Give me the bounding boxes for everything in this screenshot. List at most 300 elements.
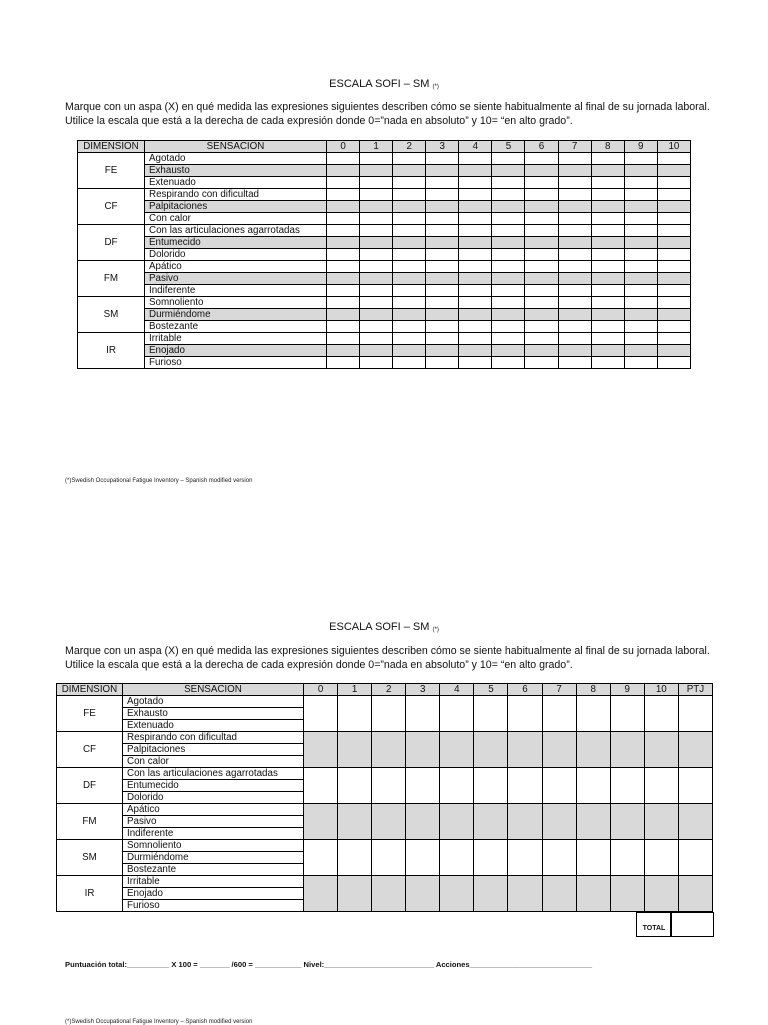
score-cell-1[interactable] xyxy=(360,249,393,261)
score-cell-5[interactable] xyxy=(492,249,525,261)
score-cell-5[interactable] xyxy=(492,333,525,345)
score-cell-2[interactable] xyxy=(393,273,426,285)
score-cell-4[interactable] xyxy=(459,165,492,177)
score-cell-9[interactable] xyxy=(624,249,657,261)
score-cell-0[interactable] xyxy=(327,165,360,177)
score-cell-8[interactable] xyxy=(591,153,624,165)
score-cell-10[interactable] xyxy=(657,153,690,165)
score-cell-8[interactable] xyxy=(591,189,624,201)
score-cell-10[interactable] xyxy=(657,237,690,249)
score-cell-6[interactable] xyxy=(525,249,558,261)
score-cell-10[interactable] xyxy=(644,696,678,732)
score-cell-1[interactable] xyxy=(338,840,372,876)
sensation-cell: Indiferente xyxy=(123,828,304,840)
score-cell-0[interactable] xyxy=(304,804,338,840)
header-sensation: SENSACION xyxy=(123,684,304,696)
score-cell-2[interactable] xyxy=(393,249,426,261)
score-cell-1[interactable] xyxy=(360,261,393,273)
score-cell-10[interactable] xyxy=(657,309,690,321)
score-cell-2[interactable] xyxy=(393,285,426,297)
score-cell-3[interactable] xyxy=(426,297,459,309)
score-cell-3[interactable] xyxy=(426,153,459,165)
score-cell-8[interactable] xyxy=(591,249,624,261)
score-cell-7[interactable] xyxy=(558,213,591,225)
score-cell-2[interactable] xyxy=(393,333,426,345)
score-cell-6[interactable] xyxy=(508,804,542,840)
score-cell-5[interactable] xyxy=(474,696,508,732)
score-cell-3[interactable] xyxy=(406,840,440,876)
score-cell-9[interactable] xyxy=(610,840,644,876)
score-cell-5[interactable] xyxy=(492,237,525,249)
score-cell-1[interactable] xyxy=(360,285,393,297)
score-cell-5[interactable] xyxy=(492,345,525,357)
score-cell-6[interactable] xyxy=(525,297,558,309)
dimension-cell: SM xyxy=(78,297,145,333)
score-cell-8[interactable] xyxy=(591,333,624,345)
score-cell-5[interactable] xyxy=(474,804,508,840)
score-cell-2[interactable] xyxy=(393,225,426,237)
score-cell-0[interactable] xyxy=(304,768,338,804)
score-cell-1[interactable] xyxy=(360,225,393,237)
score-cell-1[interactable] xyxy=(360,297,393,309)
score-cell-0[interactable] xyxy=(327,321,360,333)
score-cell-7[interactable] xyxy=(558,225,591,237)
score-cell-8[interactable] xyxy=(576,732,610,768)
score-cell-5[interactable] xyxy=(492,153,525,165)
score-cell-4[interactable] xyxy=(459,153,492,165)
score-cell-7[interactable] xyxy=(558,249,591,261)
score-cell-5[interactable] xyxy=(492,273,525,285)
score-cell-9[interactable] xyxy=(624,297,657,309)
score-cell-8[interactable] xyxy=(591,321,624,333)
score-cell-1[interactable] xyxy=(360,201,393,213)
score-cell-2[interactable] xyxy=(393,189,426,201)
score-cell-0[interactable] xyxy=(327,357,360,369)
score-cell-9[interactable] xyxy=(610,732,644,768)
score-cell-7[interactable] xyxy=(542,804,576,840)
score-cell-5[interactable] xyxy=(492,321,525,333)
score-cell-6[interactable] xyxy=(508,696,542,732)
score-cell-7[interactable] xyxy=(558,201,591,213)
score-cell-7[interactable] xyxy=(558,357,591,369)
score-cell-4[interactable] xyxy=(440,768,474,804)
score-cell-5[interactable] xyxy=(492,261,525,273)
score-cell-5[interactable] xyxy=(492,357,525,369)
score-cell-4[interactable] xyxy=(459,189,492,201)
score-cell-5[interactable] xyxy=(474,732,508,768)
score-cell-8[interactable] xyxy=(576,768,610,804)
score-cell-3[interactable] xyxy=(426,237,459,249)
score-cell-6[interactable] xyxy=(525,321,558,333)
score-cell-0[interactable] xyxy=(327,201,360,213)
ptj-cell[interactable] xyxy=(678,876,712,912)
score-cell-1[interactable] xyxy=(338,732,372,768)
sensation-cell: Extenuado xyxy=(123,720,304,732)
score-cell-4[interactable] xyxy=(440,696,474,732)
score-cell-3[interactable] xyxy=(426,177,459,189)
score-cell-1[interactable] xyxy=(338,876,372,912)
score-cell-5[interactable] xyxy=(474,768,508,804)
score-cell-5[interactable] xyxy=(474,876,508,912)
score-cell-0[interactable] xyxy=(327,213,360,225)
header-scale-6: 6 xyxy=(525,141,558,153)
section1-instruction: Marque con un aspa (X) en qué medida las expresiones siguientes describen cómo se siente habitualmente al final de su jornada laboral. Utilice la escala que está a la derecha de cada expresión donde 0=”nada en absoluto” y 10= “en alto grado”. xyxy=(65,101,710,127)
score-cell-1[interactable] xyxy=(360,273,393,285)
score-cell-7[interactable] xyxy=(558,297,591,309)
score-cell-3[interactable] xyxy=(426,165,459,177)
score-cell-3[interactable] xyxy=(426,309,459,321)
score-cell-3[interactable] xyxy=(406,876,440,912)
score-cell-3[interactable] xyxy=(426,201,459,213)
score-cell-5[interactable] xyxy=(492,213,525,225)
score-cell-10[interactable] xyxy=(657,189,690,201)
score-cell-7[interactable] xyxy=(558,345,591,357)
score-cell-8[interactable] xyxy=(591,309,624,321)
score-cell-4[interactable] xyxy=(459,345,492,357)
score-cell-1[interactable] xyxy=(360,165,393,177)
score-cell-0[interactable] xyxy=(327,153,360,165)
score-cell-5[interactable] xyxy=(492,189,525,201)
score-cell-2[interactable] xyxy=(372,696,406,732)
score-cell-4[interactable] xyxy=(440,876,474,912)
score-cell-3[interactable] xyxy=(426,225,459,237)
header-sensation: SENSACION xyxy=(145,141,327,153)
score-cell-1[interactable] xyxy=(360,345,393,357)
score-cell-9[interactable] xyxy=(624,273,657,285)
score-cell-5[interactable] xyxy=(492,165,525,177)
score-cell-3[interactable] xyxy=(426,285,459,297)
score-cell-7[interactable] xyxy=(542,876,576,912)
sensation-cell: Entumecido xyxy=(145,237,327,249)
sensation-cell: Agotado xyxy=(123,696,304,708)
ptj-cell[interactable] xyxy=(678,768,712,804)
score-cell-6[interactable] xyxy=(525,189,558,201)
score-cell-1[interactable] xyxy=(360,333,393,345)
score-cell-1[interactable] xyxy=(338,768,372,804)
score-cell-8[interactable] xyxy=(576,696,610,732)
score-cell-3[interactable] xyxy=(426,333,459,345)
score-cell-9[interactable] xyxy=(624,189,657,201)
score-cell-9[interactable] xyxy=(624,225,657,237)
score-cell-6[interactable] xyxy=(508,732,542,768)
header-scale-5: 5 xyxy=(492,141,525,153)
sensation-cell: Somnoliento xyxy=(123,840,304,852)
score-cell-1[interactable] xyxy=(338,804,372,840)
score-cell-3[interactable] xyxy=(426,189,459,201)
score-cell-7[interactable] xyxy=(542,696,576,732)
score-cell-6[interactable] xyxy=(525,177,558,189)
score-cell-1[interactable] xyxy=(360,321,393,333)
ptj-cell[interactable] xyxy=(678,804,712,840)
score-cell-5[interactable] xyxy=(492,177,525,189)
score-cell-9[interactable] xyxy=(624,201,657,213)
score-cell-10[interactable] xyxy=(657,165,690,177)
score-cell-6[interactable] xyxy=(508,768,542,804)
score-cell-0[interactable] xyxy=(327,273,360,285)
score-cell-7[interactable] xyxy=(558,261,591,273)
score-cell-4[interactable] xyxy=(440,804,474,840)
total-value-box[interactable] xyxy=(670,912,714,937)
score-cell-1[interactable] xyxy=(360,357,393,369)
ptj-cell[interactable] xyxy=(678,696,712,732)
score-cell-2[interactable] xyxy=(393,321,426,333)
score-cell-0[interactable] xyxy=(327,333,360,345)
score-cell-10[interactable] xyxy=(657,249,690,261)
score-cell-3[interactable] xyxy=(426,321,459,333)
score-cell-7[interactable] xyxy=(558,189,591,201)
score-cell-8[interactable] xyxy=(591,285,624,297)
score-cell-8[interactable] xyxy=(576,804,610,840)
score-line: Puntuación total:__________ X 100 = _______ /600 = ___________ Nivel:__________________________ Acciones_____________________________ xyxy=(65,960,593,969)
score-cell-6[interactable] xyxy=(525,153,558,165)
score-cell-1[interactable] xyxy=(360,237,393,249)
sensation-cell: Dolorido xyxy=(145,249,327,261)
score-cell-2[interactable] xyxy=(393,213,426,225)
score-cell-2[interactable] xyxy=(393,261,426,273)
score-cell-3[interactable] xyxy=(406,696,440,732)
score-cell-7[interactable] xyxy=(558,177,591,189)
score-cell-3[interactable] xyxy=(406,804,440,840)
score-cell-6[interactable] xyxy=(525,165,558,177)
score-cell-2[interactable] xyxy=(372,732,406,768)
score-cell-3[interactable] xyxy=(426,249,459,261)
score-cell-10[interactable] xyxy=(657,177,690,189)
score-cell-10[interactable] xyxy=(657,213,690,225)
score-cell-10[interactable] xyxy=(657,345,690,357)
score-cell-8[interactable] xyxy=(591,177,624,189)
score-cell-2[interactable] xyxy=(393,309,426,321)
score-cell-0[interactable] xyxy=(304,840,338,876)
score-cell-3[interactable] xyxy=(426,345,459,357)
score-cell-4[interactable] xyxy=(459,201,492,213)
score-cell-4[interactable] xyxy=(459,249,492,261)
score-cell-9[interactable] xyxy=(624,213,657,225)
score-cell-0[interactable] xyxy=(327,297,360,309)
score-cell-3[interactable] xyxy=(426,357,459,369)
score-cell-4[interactable] xyxy=(440,732,474,768)
score-cell-0[interactable] xyxy=(327,237,360,249)
score-cell-1[interactable] xyxy=(360,309,393,321)
score-cell-0[interactable] xyxy=(327,249,360,261)
score-cell-9[interactable] xyxy=(624,237,657,249)
score-cell-2[interactable] xyxy=(393,345,426,357)
score-cell-8[interactable] xyxy=(591,345,624,357)
score-cell-1[interactable] xyxy=(360,153,393,165)
sensation-cell: Apático xyxy=(123,804,304,816)
score-cell-6[interactable] xyxy=(525,345,558,357)
table-row xyxy=(57,732,713,744)
score-cell-9[interactable] xyxy=(624,333,657,345)
score-cell-9[interactable] xyxy=(624,153,657,165)
score-cell-9[interactable] xyxy=(624,177,657,189)
score-cell-7[interactable] xyxy=(558,165,591,177)
score-cell-9[interactable] xyxy=(624,357,657,369)
score-cell-0[interactable] xyxy=(327,261,360,273)
score-cell-1[interactable] xyxy=(360,189,393,201)
score-cell-7[interactable] xyxy=(558,153,591,165)
score-cell-10[interactable] xyxy=(644,876,678,912)
score-cell-8[interactable] xyxy=(591,165,624,177)
table-row xyxy=(78,201,691,213)
dimension-cell: CF xyxy=(57,732,123,768)
score-cell-10[interactable] xyxy=(657,261,690,273)
score-cell-4[interactable] xyxy=(459,285,492,297)
score-cell-9[interactable] xyxy=(624,309,657,321)
score-cell-10[interactable] xyxy=(657,273,690,285)
header-scale-4: 4 xyxy=(440,684,474,696)
score-cell-10[interactable] xyxy=(657,297,690,309)
ptj-cell[interactable] xyxy=(678,840,712,876)
score-cell-2[interactable] xyxy=(372,804,406,840)
score-cell-10[interactable] xyxy=(644,732,678,768)
score-cell-2[interactable] xyxy=(372,768,406,804)
score-cell-10[interactable] xyxy=(657,201,690,213)
score-cell-8[interactable] xyxy=(591,237,624,249)
score-cell-2[interactable] xyxy=(393,357,426,369)
score-cell-10[interactable] xyxy=(657,357,690,369)
header-dimension: DIMENSION xyxy=(57,684,123,696)
score-cell-6[interactable] xyxy=(525,357,558,369)
score-cell-6[interactable] xyxy=(525,285,558,297)
score-cell-1[interactable] xyxy=(338,696,372,732)
header-scale-7: 7 xyxy=(558,141,591,153)
score-cell-0[interactable] xyxy=(304,696,338,732)
score-cell-8[interactable] xyxy=(591,261,624,273)
score-cell-4[interactable] xyxy=(459,177,492,189)
score-cell-8[interactable] xyxy=(591,297,624,309)
score-cell-2[interactable] xyxy=(393,237,426,249)
score-cell-4[interactable] xyxy=(459,237,492,249)
score-cell-8[interactable] xyxy=(591,225,624,237)
score-cell-3[interactable] xyxy=(406,768,440,804)
score-cell-6[interactable] xyxy=(508,876,542,912)
header-scale-0: 0 xyxy=(304,684,338,696)
score-cell-7[interactable] xyxy=(542,768,576,804)
score-cell-4[interactable] xyxy=(459,297,492,309)
score-cell-9[interactable] xyxy=(624,345,657,357)
score-cell-8[interactable] xyxy=(576,840,610,876)
score-cell-10[interactable] xyxy=(644,804,678,840)
sensation-cell: Extenuado xyxy=(145,177,327,189)
score-cell-1[interactable] xyxy=(360,177,393,189)
score-cell-5[interactable] xyxy=(474,840,508,876)
score-cell-0[interactable] xyxy=(327,285,360,297)
score-cell-5[interactable] xyxy=(492,201,525,213)
score-cell-7[interactable] xyxy=(558,333,591,345)
score-cell-5[interactable] xyxy=(492,297,525,309)
score-cell-8[interactable] xyxy=(591,213,624,225)
score-cell-4[interactable] xyxy=(440,840,474,876)
score-cell-8[interactable] xyxy=(576,876,610,912)
score-cell-7[interactable] xyxy=(542,840,576,876)
score-cell-4[interactable] xyxy=(459,273,492,285)
score-cell-9[interactable] xyxy=(624,165,657,177)
score-cell-6[interactable] xyxy=(525,333,558,345)
score-cell-7[interactable] xyxy=(558,285,591,297)
score-cell-2[interactable] xyxy=(393,297,426,309)
score-cell-2[interactable] xyxy=(393,177,426,189)
score-cell-0[interactable] xyxy=(304,876,338,912)
score-cell-0[interactable] xyxy=(327,345,360,357)
ptj-cell[interactable] xyxy=(678,732,712,768)
score-cell-6[interactable] xyxy=(508,840,542,876)
score-cell-7[interactable] xyxy=(558,237,591,249)
score-cell-3[interactable] xyxy=(426,273,459,285)
score-cell-6[interactable] xyxy=(525,273,558,285)
score-cell-3[interactable] xyxy=(426,213,459,225)
score-cell-5[interactable] xyxy=(492,225,525,237)
score-cell-9[interactable] xyxy=(610,768,644,804)
score-cell-9[interactable] xyxy=(610,804,644,840)
dimension-cell: FE xyxy=(78,153,145,189)
score-cell-7[interactable] xyxy=(558,309,591,321)
score-cell-6[interactable] xyxy=(525,225,558,237)
score-cell-6[interactable] xyxy=(525,261,558,273)
score-cell-9[interactable] xyxy=(610,876,644,912)
score-cell-0[interactable] xyxy=(327,309,360,321)
score-cell-0[interactable] xyxy=(327,225,360,237)
score-cell-2[interactable] xyxy=(372,876,406,912)
score-cell-8[interactable] xyxy=(591,201,624,213)
score-cell-10[interactable] xyxy=(644,768,678,804)
score-cell-4[interactable] xyxy=(459,213,492,225)
score-cell-9[interactable] xyxy=(610,696,644,732)
score-cell-6[interactable] xyxy=(525,201,558,213)
score-cell-8[interactable] xyxy=(591,357,624,369)
score-cell-9[interactable] xyxy=(624,261,657,273)
score-cell-0[interactable] xyxy=(327,189,360,201)
score-cell-4[interactable] xyxy=(459,321,492,333)
score-cell-4[interactable] xyxy=(459,225,492,237)
score-cell-0[interactable] xyxy=(304,732,338,768)
score-cell-10[interactable] xyxy=(657,225,690,237)
score-cell-10[interactable] xyxy=(657,321,690,333)
score-cell-10[interactable] xyxy=(657,333,690,345)
score-cell-3[interactable] xyxy=(426,261,459,273)
score-cell-3[interactable] xyxy=(406,732,440,768)
score-cell-4[interactable] xyxy=(459,261,492,273)
sensation-cell: Bostezante xyxy=(123,864,304,876)
score-cell-7[interactable] xyxy=(558,321,591,333)
score-cell-4[interactable] xyxy=(459,357,492,369)
table-row xyxy=(78,261,691,273)
table-row xyxy=(78,285,691,297)
section2-title: ESCALA SOFI – SM (*) xyxy=(329,621,439,633)
score-cell-6[interactable] xyxy=(525,213,558,225)
score-cell-6[interactable] xyxy=(525,237,558,249)
score-cell-5[interactable] xyxy=(492,285,525,297)
score-cell-4[interactable] xyxy=(459,309,492,321)
score-cell-8[interactable] xyxy=(591,273,624,285)
score-cell-9[interactable] xyxy=(624,285,657,297)
score-cell-2[interactable] xyxy=(372,840,406,876)
score-cell-4[interactable] xyxy=(459,333,492,345)
dimension-cell: FM xyxy=(57,804,123,840)
score-cell-9[interactable] xyxy=(624,321,657,333)
score-cell-2[interactable] xyxy=(393,153,426,165)
score-cell-10[interactable] xyxy=(644,840,678,876)
score-cell-2[interactable] xyxy=(393,201,426,213)
score-cell-7[interactable] xyxy=(558,273,591,285)
score-cell-10[interactable] xyxy=(657,285,690,297)
score-cell-6[interactable] xyxy=(525,309,558,321)
score-cell-2[interactable] xyxy=(393,165,426,177)
score-cell-7[interactable] xyxy=(542,732,576,768)
score-cell-1[interactable] xyxy=(360,213,393,225)
header-scale-7: 7 xyxy=(542,684,576,696)
score-cell-5[interactable] xyxy=(492,309,525,321)
score-cell-0[interactable] xyxy=(327,177,360,189)
